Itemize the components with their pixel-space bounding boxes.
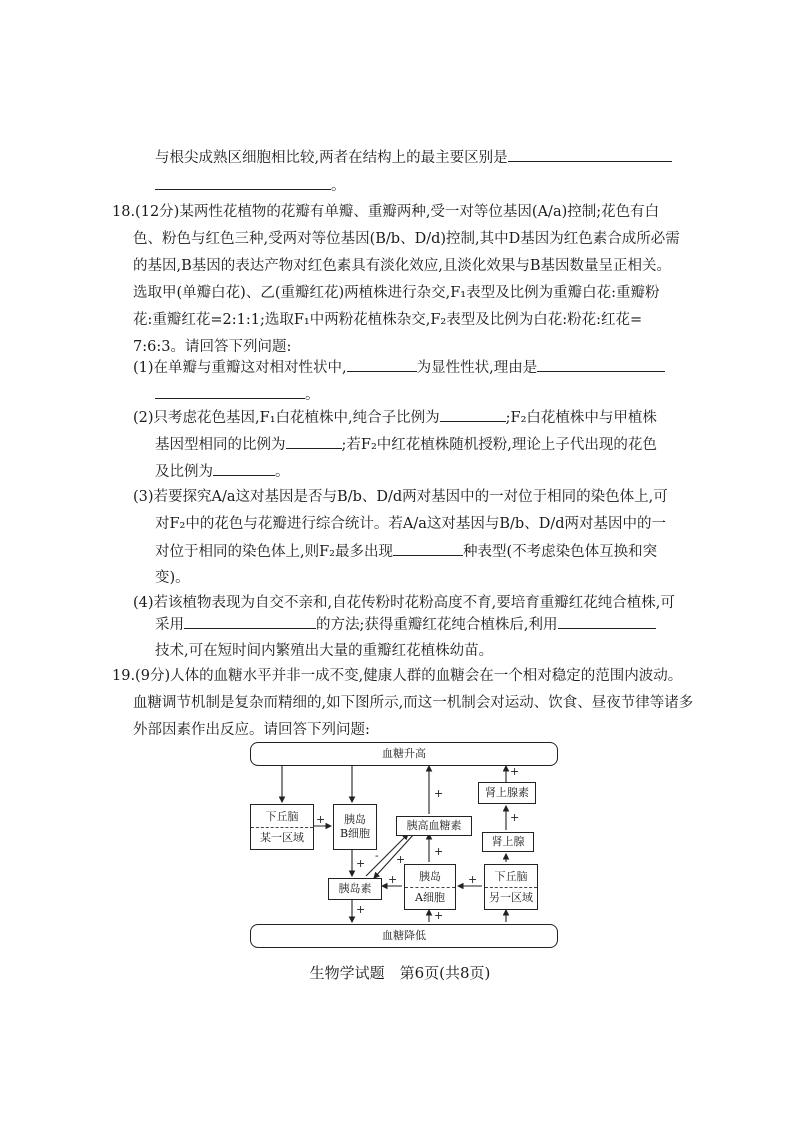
plus-sign: + — [388, 873, 398, 886]
blood-glucose-rise-label: 血糖升高 — [382, 747, 426, 760]
q18-p2-text-e: 及比例为 — [155, 464, 213, 480]
q17-tail-line2 — [155, 175, 346, 196]
q18-part3-line4: 变)。 — [155, 570, 190, 586]
q18-line5: 花:重瓣红花=2:1:1;选取F₁中两粉花植株杂交,F₂表型及比例为白花:粉花:红花= — [133, 312, 643, 328]
adrenaline-box — [478, 782, 536, 804]
q18-part4-line2 — [155, 614, 656, 635]
q18-part4-line3: 技术,可在短时间内繁殖出大量的重瓣红花植株幼苗。 — [155, 643, 494, 659]
insulin-label: 胰岛素 — [338, 882, 372, 895]
q18-part2-line2 — [155, 434, 657, 455]
q18-p4-text-b: 采用 — [155, 617, 184, 633]
answer-blank[interactable] — [537, 357, 665, 372]
hypothalamus-region-1-box — [250, 804, 314, 850]
blood-glucose-regulation-diagram — [248, 742, 560, 952]
q18-line4: 选取甲(单瓣白花)、乙(重瓣红花)两植株进行杂交,F₁表型及比例为重瓣白花:重瓣粉 — [133, 285, 660, 301]
q18-p3-text-d: 种表型(不考虑染色体互换和突 — [462, 544, 658, 560]
q18-p1-end: 。 — [305, 387, 320, 403]
answer-blank[interactable] — [440, 407, 506, 422]
adrenal-label: 肾上腺 — [491, 835, 525, 848]
insulin-box — [328, 878, 382, 900]
q18-p2-text-a: (2)只考虑花色基因,F₁白花植株中,纯合子比例为 — [133, 410, 440, 426]
q18-part2-line3 — [155, 461, 290, 482]
q18-part3-line1: (3)若要探究A/a这对基因是否与B/b、D/d两对基因中的一对位于相同的染色体上,可 — [133, 489, 668, 505]
answer-blank[interactable] — [155, 175, 331, 190]
dashed-separator — [405, 887, 455, 888]
q18-line6: 7:6:3。请回答下列问题: — [133, 339, 292, 355]
islet-a-cell-box — [404, 864, 456, 910]
dashed-separator — [251, 827, 313, 828]
answer-blank[interactable] — [347, 357, 417, 372]
adrenaline-label: 肾上腺素 — [485, 786, 529, 799]
answer-blank[interactable] — [184, 614, 316, 629]
plus-sign: + — [510, 811, 520, 824]
plus-sign: + — [510, 765, 520, 778]
q18-p1-text-b: 为显性性状,理由是 — [416, 360, 538, 376]
q18-p3-text-c: 对位于相同的染色体上,则F₂最多出现 — [155, 544, 393, 560]
plus-sign: + — [356, 857, 366, 870]
islet-label: 胰岛 — [344, 813, 366, 826]
q18-line1: 18.(12分)某两性花植物的花瓣有单瓣、重瓣两种,受一对等位基因(A/a)控制;花色有白 — [112, 204, 660, 220]
answer-blank[interactable] — [393, 541, 463, 556]
q18-p2-end: 。 — [275, 464, 290, 480]
q18-part1-line1 — [133, 357, 665, 378]
q18-part1-line2 — [155, 384, 320, 405]
plus-sign: + — [434, 909, 444, 922]
answer-blank[interactable] — [286, 434, 342, 449]
answer-blank[interactable] — [508, 147, 672, 162]
islet-b-cell-box — [333, 804, 377, 850]
plus-sign: + — [434, 845, 444, 858]
plus-sign: + — [316, 813, 326, 826]
a-cell-label: A细胞 — [415, 890, 445, 904]
q18-p2-text-b: ;F₂白花植株中与甲植株 — [505, 410, 657, 426]
region-label: 另一区域 — [489, 890, 533, 904]
blood-glucose-fall-bar — [250, 924, 558, 948]
plus-sign: + — [468, 873, 478, 886]
q18-part4-line1: (4)若该植物表现为自交不亲和,自花传粉时花粉高度不育,要培育重瓣红花纯合植株,可 — [133, 595, 675, 611]
plus-sign: + — [396, 853, 406, 866]
q18-p1-text-a: (1)在单瓣与重瓣这对相对性状中, — [133, 360, 347, 376]
q17-tail-line1 — [155, 147, 672, 168]
islet-label: 胰岛 — [419, 869, 441, 883]
adrenal-gland-box — [482, 832, 534, 852]
b-cell-label: B细胞 — [339, 827, 371, 840]
hypothalamus-label: 下丘脑 — [265, 809, 299, 823]
q19-line2: 血糖调节机制是复杂而精细的,如下图所示,而这一机制会对运动、饮食、昼夜节律等诸多 — [133, 695, 694, 711]
q18-p2-text-d: ;若F₂中红花植株随机授粉,理论上子代出现的花色 — [341, 437, 657, 453]
q18-part3-line3 — [155, 541, 657, 562]
answer-blank[interactable] — [155, 384, 305, 399]
blood-glucose-fall-label: 血糖降低 — [382, 929, 426, 942]
q17-end: 。 — [331, 178, 346, 194]
glucagon-box — [396, 816, 472, 836]
minus-sign: - — [375, 849, 379, 862]
plus-sign: + — [434, 787, 444, 800]
answer-blank[interactable] — [558, 614, 656, 629]
q18-line2: 色、粉色与红色三种,受两对等位基因(B/b、D/d)控制,其中D基因为红色素合成所必需 — [133, 231, 680, 247]
q19-line3: 外部因素作出反应。请回答下列问题: — [133, 722, 370, 738]
glucagon-label: 胰高血糖素 — [406, 819, 462, 832]
q18-p4-text-c: 的方法;获得重瓣红花纯合植株后,利用 — [316, 617, 558, 633]
page-footer: 生物学试题 第6页(共8页) — [309, 964, 491, 982]
hypothalamus-label: 下丘脑 — [494, 869, 528, 883]
region-label: 某一区域 — [260, 830, 304, 844]
q18-line3: 的基因,B基因的表达产物对红色素具有淡化效应,且淡化效果与B基因数量呈正相关。 — [133, 258, 672, 274]
hypothalamus-region-2-box — [484, 864, 538, 910]
plus-sign: + — [356, 903, 366, 916]
q19-line1: 19.(9分)人体的血糖水平并非一成不变,健康人群的血糖会在一个相对稳定的范围内波动。 — [112, 668, 683, 684]
q17-text: 与根尖成熟区细胞相比较,两者在结构上的最主要区别是 — [155, 150, 508, 166]
dashed-separator — [485, 887, 537, 888]
q18-part2-line1 — [133, 407, 657, 428]
q18-part3-line2: 对F₂中的花色与花瓣进行综合统计。若A/a这对基因与B/b、D/d两对基因中的一 — [155, 516, 666, 532]
answer-blank[interactable] — [213, 461, 275, 476]
q18-p2-text-c: 基因型相同的比例为 — [155, 437, 286, 453]
